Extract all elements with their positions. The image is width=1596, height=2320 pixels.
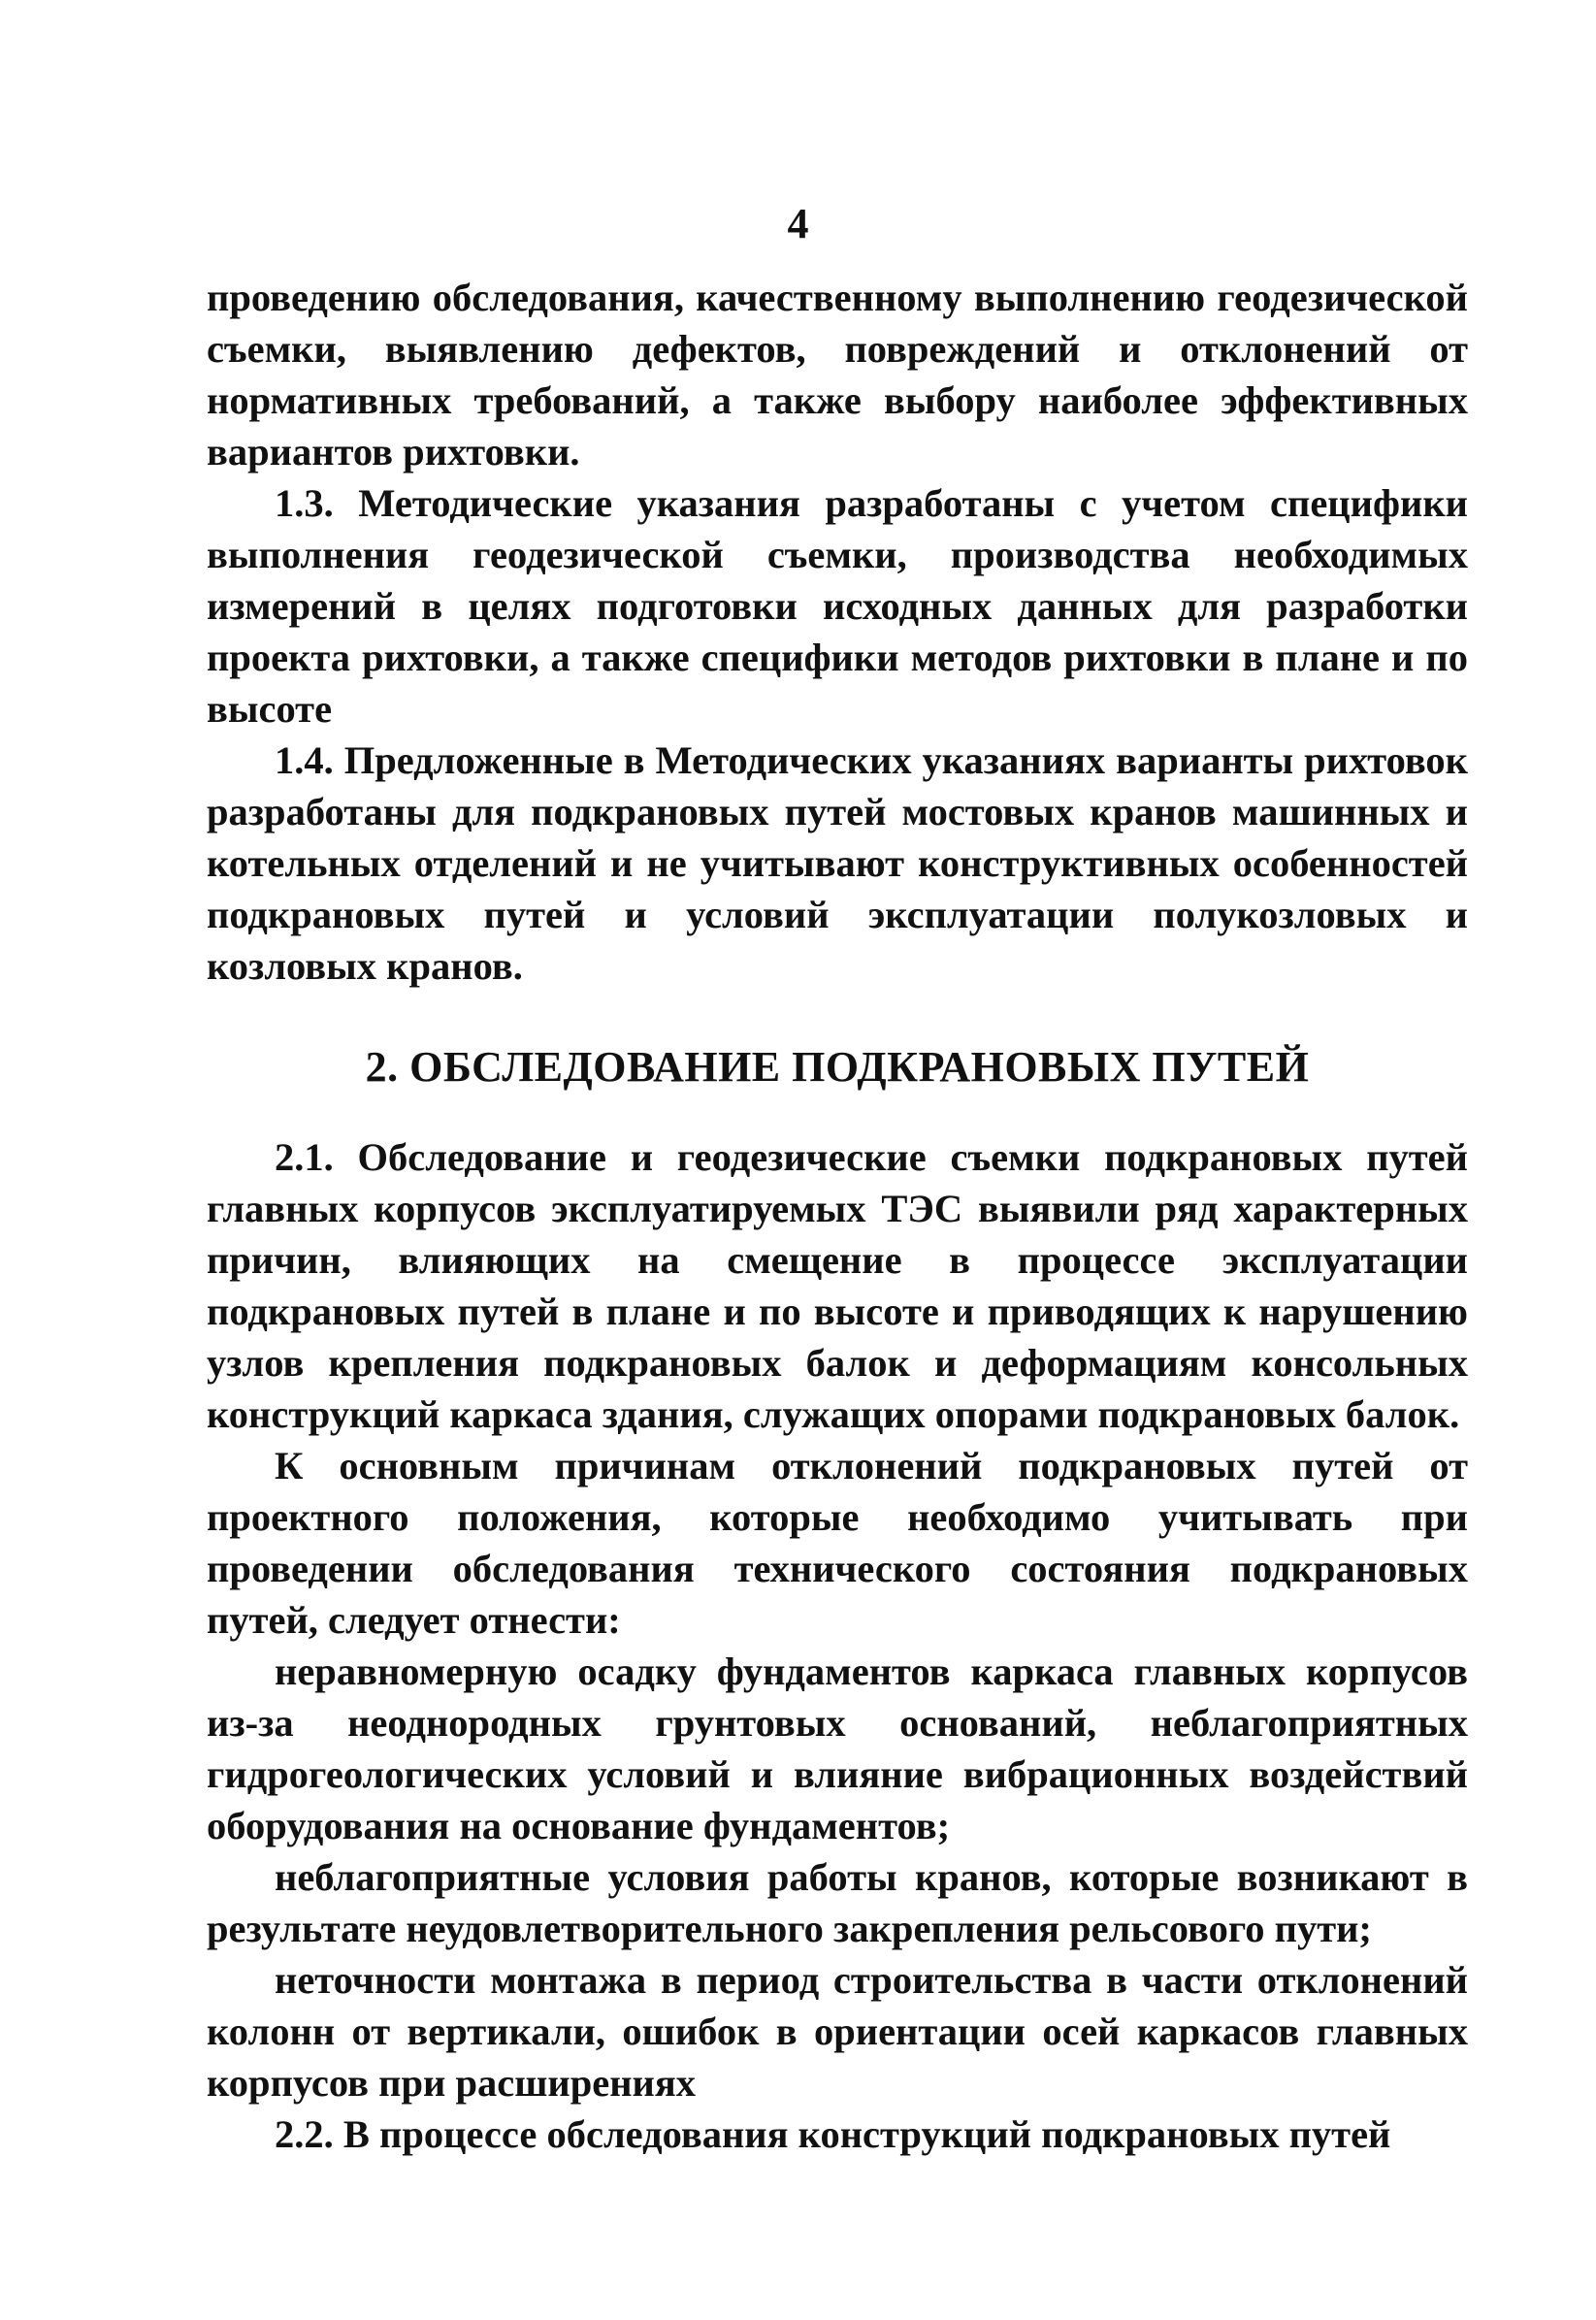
list-item: неблагоприятные условия работы кранов, которые возникают в результате неудовлетворительного закрепления рельсового пути;	[207, 1855, 1468, 1950]
list-item: неравномерную осадку фундаментов каркаса главных корпусов из-за неоднородных грунтовых оснований, неблагоприятных гидрогеологических условий и влияние вибрационных воздействий оборудования на основание фундаментов;	[207, 1650, 1468, 1847]
section-title: 2. ОБСЛЕДОВАНИЕ ПОДКРАНОВЫХ ПУТЕЙ	[365, 1043, 1310, 1091]
paragraph-1-3: 1.3. Методические указания разработаны с учетом специфики выполнения геодезической съемки, производства необходимых измерений в целях подготовки исходных данных для разработки проекта рихтовки, а также специфики методов рихтовки в плане и по высоте	[207, 481, 1468, 731]
paragraph-2-1: 2.1. Обследование и геодезические съемки подкрановых путей главных корпусов эксплуатируемых ТЭС выявили ряд характерных причин, влияющих на смещение в процессе эксплуатации подкрановых путей в плане и по высоте и приводящих к нарушению узлов крепления подкрановых балок и деформациям консольных конструкций каркаса здания, служащих опорами подкрановых балок.	[207, 1135, 1468, 1436]
list-item: неточности монтажа в период строительства в части отклонений колонн от вертикали, ошибок в ориентации осей каркасов главных корпусов при расширениях	[207, 1958, 1468, 2105]
paragraph-1-4: 1.4. Предложенные в Методических указаниях варианты рихтовок разработаны для подкрановых путей мостовых кранов машинных и котельных отделений и не учитывают конструктивных особенностей подкрановых путей и условий эксплуатации полукозловых и козловых кранов.	[207, 738, 1468, 988]
body-text	[207, 272, 1468, 2160]
paragraph-2-2: 2.2. В процессе обследования конструкций подкрановых путей	[275, 2112, 1391, 2156]
page-number: 4	[787, 200, 809, 247]
paragraph-reasons-intro: К основным причинам отклонений подкрановых путей от проектного положения, которые необходимо учитывать при проведении обследования технического состояния подкрановых путей, следует отнести:	[207, 1444, 1468, 1642]
continuation-paragraph: проведению обследования, качественному выполнению геодезической съемки, выявлению дефектов, повреждений и отклонений от нормативных требований, а также выбору наиболее эффективных вариантов рихтовки.	[207, 276, 1468, 474]
